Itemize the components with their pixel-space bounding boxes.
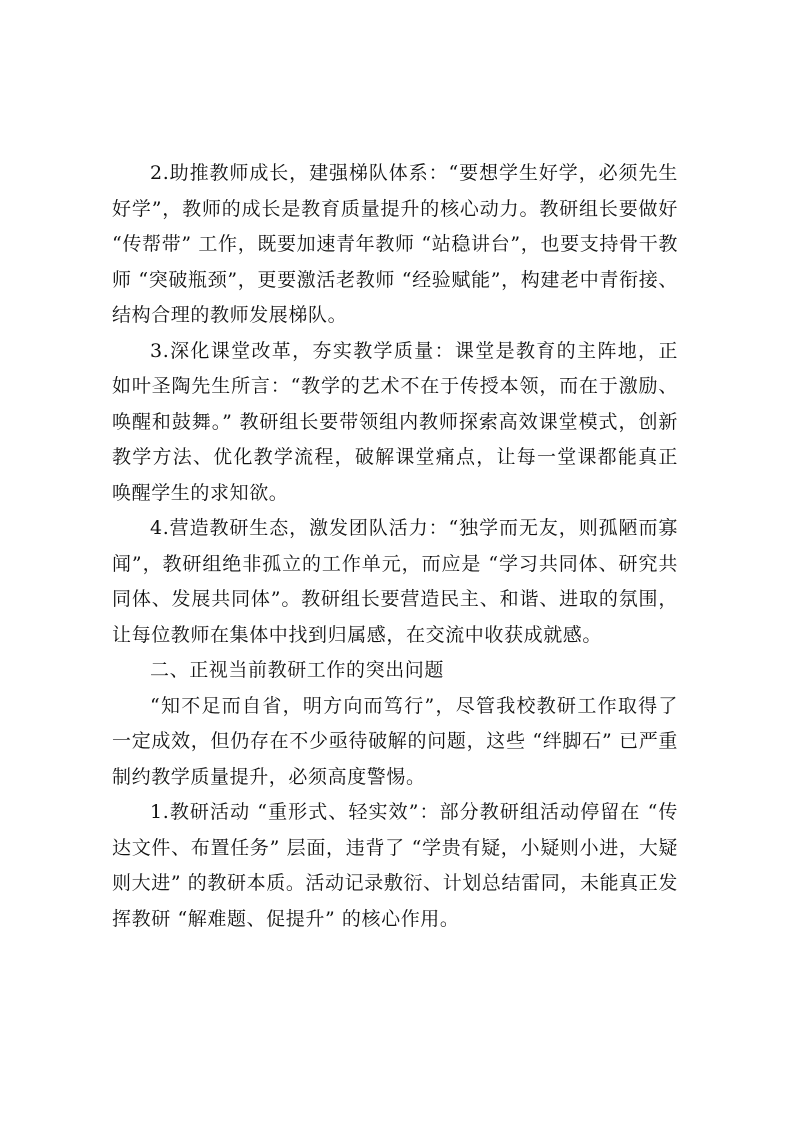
paragraph-classroom-reform: 3.深化课堂改革，夯实教学质量：课堂是教育的主阵地，正如叶圣陶先生所言：“教学的艺术不在于传授本领，而在于激励、唤醒和鼓舞。” 教研组长要带领组内教师探索高效课堂模式，创新教学方法、优化教学流程，破解课堂痛点，让每一堂课都能真正唤醒学生的求知欲。 <box>112 339 678 504</box>
paragraph-problem-formalism: 1.教研活动 “重形式、轻实效”：部分教研组活动停留在 “传达文件、布置任务” 层面，违背了 “学贵有疑，小疑则小进，大疑则大进” 的教研本质。活动记录敷衍、计划总结雷同，未能真正发挥教研 “解难题、促提升” 的核心作用。 <box>112 801 678 930</box>
paragraph-research-ecology: 4.营造教研生态，激发团队活力：“独学而无友，则孤陋而寡闻”，教研组绝非孤立的工作单元，而应是 “学习共同体、研究共同体、发展共同体”。教研组长要营造民主、和谐、进取的氛围，让每位教师在集体中找到归属感，在交流中收获成就感。 <box>112 517 678 646</box>
paragraph-teacher-growth: 2.助推教师成长，建强梯队体系：“要想学生好学，必须先生好学”，教师的成长是教育质量提升的核心动力。教研组长要做好 “传帮带” 工作，既要加速青年教师 “站稳讲台”，也要支持骨干教师 “突破瓶颈”，更要激活老教师 “经验赋能”，构建老中青衔接、结构合理的教师发展梯队。 <box>112 162 678 326</box>
section-heading-problems: 二、正视当前教研工作的突出问题 <box>150 659 445 681</box>
paragraph-problems-intro: “知不足而自省，明方向而笃行”，尽管我校教研工作取得了一定成效，但仍存在不少亟待破解的问题，这些 “绊脚石” 已严重制约教学质量提升，必须高度警惕。 <box>112 694 678 788</box>
document-body <box>112 156 678 937</box>
